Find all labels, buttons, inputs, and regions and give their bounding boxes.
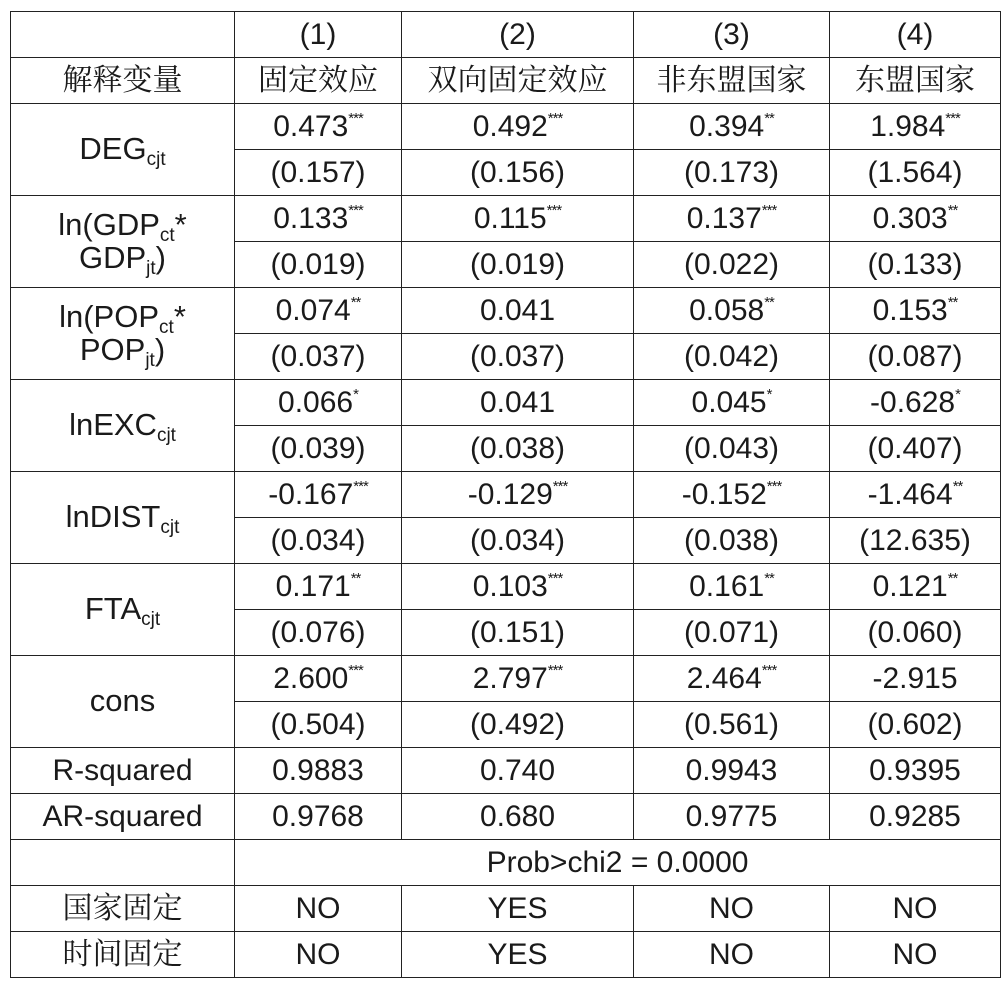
se-cell: (0.037) <box>402 334 634 380</box>
col-number-4: (4) <box>830 12 1001 58</box>
se-cell: (0.173) <box>634 150 830 196</box>
coef-value: -0.628 <box>870 385 956 419</box>
significance-stars: ** <box>350 569 361 587</box>
coef-cell <box>235 288 402 334</box>
significance-stars: ** <box>947 293 958 311</box>
var-base: ln(GDP <box>58 206 160 242</box>
var-base: lnDIST <box>65 499 161 535</box>
coef-value: -1.464 <box>867 477 953 511</box>
var-tail: * <box>173 298 186 334</box>
fe-cell: NO <box>235 886 402 932</box>
coef-value: 0.045 <box>691 385 767 419</box>
fe-label: 时间固定 <box>11 932 235 978</box>
coef-cell <box>830 288 1001 334</box>
coef-value: 0.473 <box>273 109 349 143</box>
fe-cell: NO <box>830 886 1001 932</box>
significance-stars: ** <box>764 569 774 587</box>
fe-cell: YES <box>402 886 634 932</box>
significance-stars: *** <box>552 477 568 495</box>
se-cell: (0.504) <box>235 702 402 748</box>
var-tail: ) <box>155 239 166 275</box>
col-number-3: (3) <box>634 12 830 58</box>
coef-cell <box>634 656 830 702</box>
significance-stars: ** <box>947 569 958 587</box>
coef-value: 0.058 <box>689 293 765 327</box>
se-cell: (0.019) <box>402 242 634 288</box>
var-base: DEG <box>79 131 147 167</box>
var-tail: ) <box>154 331 166 367</box>
coef-cell <box>830 472 1001 518</box>
col-number-2: (2) <box>402 12 634 58</box>
se-cell: (0.157) <box>235 150 402 196</box>
significance-stars: * <box>955 385 960 403</box>
stat-row-r-squared <box>11 748 1001 794</box>
significance-stars: ** <box>764 293 774 311</box>
stat-cell: 0.9943 <box>634 748 830 794</box>
significance-stars: ** <box>952 477 963 495</box>
variable-label-lngdp <box>11 196 235 288</box>
prob-chi2-row <box>11 840 1001 886</box>
coef-cell <box>235 472 402 518</box>
coef-row-lnexc <box>11 380 1001 426</box>
fe-cell: NO <box>634 886 830 932</box>
coef-cell <box>402 104 634 150</box>
se-cell: (0.602) <box>830 702 1001 748</box>
coef-cell <box>402 196 634 242</box>
stat-row-ar-squared <box>11 794 1001 840</box>
var-base: FTA <box>84 591 142 627</box>
se-cell: (0.043) <box>634 426 830 472</box>
coef-cell <box>235 196 402 242</box>
coef-row-lngdp <box>11 196 1001 242</box>
se-cell: (0.492) <box>402 702 634 748</box>
coef-value: -0.152 <box>681 477 767 511</box>
significance-stars: ** <box>350 293 361 311</box>
significance-stars: *** <box>348 201 363 219</box>
var-sub: cjt <box>146 149 166 171</box>
coef-value: 0.074 <box>275 293 351 327</box>
stat-cell: 0.680 <box>402 794 634 840</box>
se-cell: (0.071) <box>634 610 830 656</box>
header-corner-cell <box>11 12 235 58</box>
significance-stars: *** <box>348 109 363 127</box>
se-cell: (0.037) <box>235 334 402 380</box>
coef-value: 0.133 <box>273 201 349 235</box>
var-sub: cjt <box>156 425 176 447</box>
coef-value: 2.797 <box>472 661 548 695</box>
significance-stars: *** <box>546 201 562 219</box>
fe-label: 国家固定 <box>11 886 235 932</box>
se-cell: (0.034) <box>235 518 402 564</box>
coef-row-deg <box>11 104 1001 150</box>
se-cell: (0.156) <box>402 150 634 196</box>
coef-value: 2.600 <box>273 661 349 695</box>
stat-label: R-squared <box>11 748 235 794</box>
coef-cell <box>402 564 634 610</box>
var-sub: jt <box>146 257 156 279</box>
coef-value: 0.103 <box>472 569 548 603</box>
coef-cell <box>402 288 634 334</box>
coef-value: 0.303 <box>872 201 948 235</box>
var-sub: ct <box>159 316 174 338</box>
se-cell: (0.039) <box>235 426 402 472</box>
coef-row-cons <box>11 656 1001 702</box>
se-cell: (0.151) <box>402 610 634 656</box>
regression-table <box>10 11 1001 978</box>
coef-value: 0.041 <box>479 293 556 327</box>
stat-cell: 0.9768 <box>235 794 402 840</box>
significance-stars: *** <box>945 109 960 127</box>
coef-cell <box>634 196 830 242</box>
significance-stars: ** <box>764 109 774 127</box>
stat-cell: 0.740 <box>402 748 634 794</box>
stat-cell: 0.9775 <box>634 794 830 840</box>
coef-value: 0.137 <box>686 201 762 235</box>
variable-label-lndist <box>11 472 235 564</box>
coef-value: 0.041 <box>479 385 556 419</box>
coef-cell <box>830 196 1001 242</box>
se-cell: (0.042) <box>634 334 830 380</box>
significance-stars: *** <box>547 109 563 127</box>
significance-stars: * <box>353 385 358 403</box>
stat-cell: 0.9285 <box>830 794 1001 840</box>
coef-value: 0.153 <box>872 293 948 327</box>
coef-value: 2.464 <box>686 661 762 695</box>
var-sub: ct <box>159 224 175 246</box>
prob-chi2-value: Prob>chi2 = 0.0000 <box>235 840 1001 886</box>
coef-value: 0.394 <box>689 109 765 143</box>
significance-stars: *** <box>348 661 363 679</box>
model-name-4: 东盟国家 <box>830 58 1001 104</box>
coef-cell <box>402 380 634 426</box>
model-name-3: 非东盟国家 <box>634 58 830 104</box>
col-number-1: (1) <box>235 12 402 58</box>
model-name-2: 双向固定效应 <box>402 58 634 104</box>
coef-value: 0.492 <box>472 109 548 143</box>
coef-cell <box>402 656 634 702</box>
variable-label-lnexc <box>11 380 235 472</box>
significance-stars: ** <box>947 201 958 219</box>
coef-cell <box>830 656 1001 702</box>
coef-cell <box>235 380 402 426</box>
significance-stars: * <box>766 385 772 403</box>
var-base: ln(POP <box>59 298 160 334</box>
coef-cell <box>634 104 830 150</box>
se-cell: (0.407) <box>830 426 1001 472</box>
significance-stars: *** <box>761 661 777 679</box>
se-cell: (0.561) <box>634 702 830 748</box>
model-name-1: 固定效应 <box>235 58 402 104</box>
se-cell: (12.635) <box>830 518 1001 564</box>
var-base: lnEXC <box>69 407 157 443</box>
coef-cell <box>634 472 830 518</box>
variable-label-fta <box>11 564 235 656</box>
fe-cell: NO <box>235 932 402 978</box>
coef-cell <box>235 564 402 610</box>
coef-value: 0.171 <box>275 569 351 603</box>
fe-cell: NO <box>634 932 830 978</box>
coef-value: 0.115 <box>473 201 547 235</box>
stat-cell: 0.9395 <box>830 748 1001 794</box>
prob-label-cell <box>11 840 235 886</box>
var-base: POP <box>79 331 146 367</box>
var-sub: cjt <box>160 517 180 539</box>
coef-value: 0.066 <box>278 385 354 419</box>
header-row-names <box>11 58 1001 104</box>
fe-cell: NO <box>830 932 1001 978</box>
significance-stars: *** <box>766 477 782 495</box>
coef-value: 1.984 <box>870 109 946 143</box>
var-sub: cjt <box>141 609 161 631</box>
fe-cell: YES <box>402 932 634 978</box>
coef-cell <box>634 564 830 610</box>
coef-cell <box>235 656 402 702</box>
coef-cell <box>402 472 634 518</box>
se-cell: (0.133) <box>830 242 1001 288</box>
variable-header: 解释变量 <box>11 58 235 104</box>
coef-cell <box>830 104 1001 150</box>
se-cell: (1.564) <box>830 150 1001 196</box>
se-cell: (0.076) <box>235 610 402 656</box>
se-cell: (0.019) <box>235 242 402 288</box>
stat-label: AR-squared <box>11 794 235 840</box>
significance-stars: *** <box>547 661 563 679</box>
variable-label-deg <box>11 104 235 196</box>
se-cell: (0.038) <box>402 426 634 472</box>
coef-cell <box>830 564 1001 610</box>
se-cell: (0.022) <box>634 242 830 288</box>
coef-cell <box>235 104 402 150</box>
var-sub: jt <box>145 349 155 371</box>
coef-row-lndist <box>11 472 1001 518</box>
coef-row-lnpop <box>11 288 1001 334</box>
se-cell: (0.038) <box>634 518 830 564</box>
coef-value: -0.167 <box>268 477 354 511</box>
significance-stars: *** <box>353 477 368 495</box>
variable-label-cons <box>11 656 235 748</box>
se-cell: (0.060) <box>830 610 1001 656</box>
se-cell: (0.087) <box>830 334 1001 380</box>
var-base: GDP <box>78 239 147 275</box>
fe-row-country <box>11 886 1001 932</box>
variable-label-lnpop <box>11 288 235 380</box>
header-row-numbers <box>11 12 1001 58</box>
var-base: cons <box>89 683 156 719</box>
coef-row-fta <box>11 564 1001 610</box>
significance-stars: *** <box>547 569 563 587</box>
coef-cell <box>634 380 830 426</box>
fe-row-time <box>11 932 1001 978</box>
se-cell: (0.034) <box>402 518 634 564</box>
coef-value: -0.129 <box>467 477 553 511</box>
coef-value: 0.121 <box>872 569 948 603</box>
coef-value: 0.161 <box>689 569 765 603</box>
var-tail: * <box>174 206 187 242</box>
significance-stars: *** <box>761 201 777 219</box>
stat-cell: 0.9883 <box>235 748 402 794</box>
coef-value: -2.915 <box>872 661 958 695</box>
coef-cell <box>830 380 1001 426</box>
coef-cell <box>634 288 830 334</box>
